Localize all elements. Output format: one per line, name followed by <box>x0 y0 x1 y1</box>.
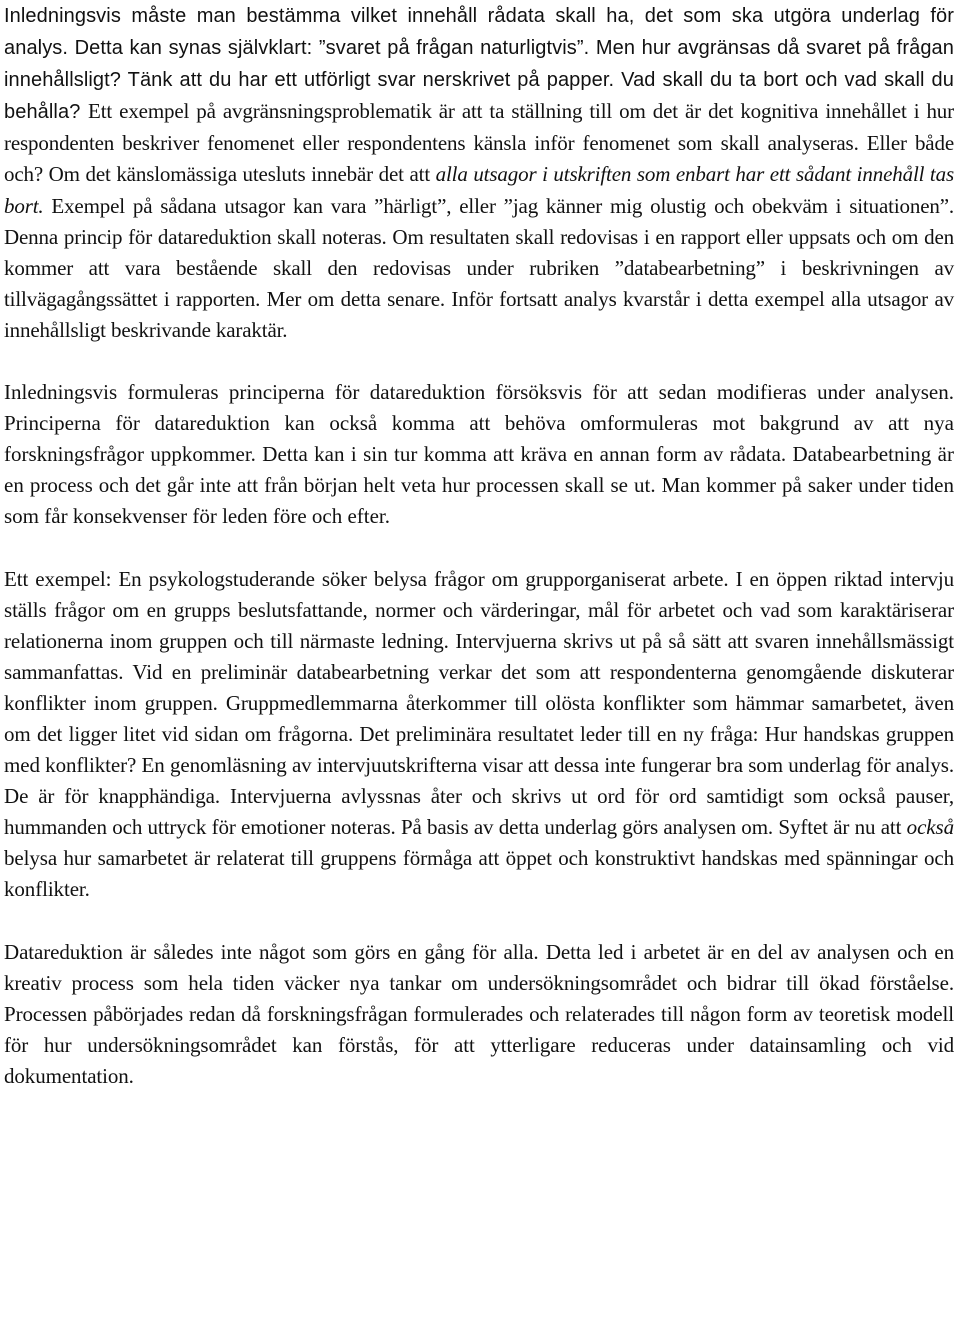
paragraph-1 <box>4 0 954 346</box>
paragraph-3-italic-text: också <box>906 815 954 840</box>
paragraph-1-italic-text: alla utsagor i utskriften som enbart har ett sådant innehåll tas bort. <box>4 162 954 218</box>
paragraph-3 <box>4 564 954 906</box>
document-page <box>4 0 954 1092</box>
paragraph-1-sans-text: Inledningsvis måste man bestämma vilket innehåll rådata skall ha, det som ska utgöra underlag för analys. Detta kan synas självklart: ”svaret på frågan naturligtvis”. Men hur avgränsas då svaret på frågan innehållsligt? Tänk att du har ett utförligt svar nerskrivet på papper. Vad skall du ta bort och vad skall du behålla? <box>4 5 954 124</box>
paragraph-4-text: Datareduktion är således inte något som görs en gång för alla. Detta led i arbetet är en del av analysen och en kreativ process som hela tiden väcker nya tankar om undersökningsområdet och bidrar till ökad förståelse. Processen påbörjades redan då forskningsfrågan formulerades och relaterades till någon form av teoretisk modell för hur undersökningsområdet kan förstås, för att ytterligare reduceras under datainsamling och vid dokumentation. <box>4 939 954 1088</box>
paragraph-1-text-end: Exempel på sådana utsagor kan vara ”härligt”, eller ”jag känner mig olustig och obekväm i situationen”. Denna princip för datareduktion skall noteras. Om resultaten skall redovisas i en rapport eller uppsats och om den kommer att vara bestående skall den redovisas under rubriken ”databearbetning” i beskrivningen av tillvägagångssättet i rapporten. Mer om detta senare. Inför fortsatt analys kvarstår i detta exempel alla utsagor av innehållsligt beskrivande karaktär. <box>4 193 954 342</box>
paragraph-2-text: Inledningsvis formuleras principerna för datareduktion försöksvis för att sedan modifieras under analysen. Principerna för datareduktion kan också komma att behöva omformuleras mot bakgrund av att nya forskningsfrågor uppkommer. Detta kan i sin tur komma att kräva en annan form av rådata. Databearbetning är en process och det går inte att från början helt veta hur processen skall se ut. Man kommer på saker under tiden som får konsekvenser för leden före och efter. <box>4 380 954 529</box>
paragraph-1-text: Ett exempel på avgränsningsproblematik är att ta ställning till om det är det kognitiva innehållet i hur respondenten beskriver fenomenet eller respondentens känsla inför fenomenet som skall analyseras. Eller både och? Om det känslomässiga utesluts innebär det att <box>4 99 954 187</box>
paragraph-2 <box>4 377 954 532</box>
paragraph-3-text-end: belysa hur samarbetet är relaterat till gruppens förmåga att öppet och konstruktivt handskas med spänningar och konflikter. <box>4 846 954 902</box>
paragraph-3-text: Ett exempel: En psykologstuderande söker belysa frågor om grupporganiserat arbete. I en öppen riktad intervju ställs frågor om en grupps beslutsfattande, normer och värderingar, mål för arbetet och vad som karaktäriserar relationerna inom gruppen och till närmaste ledning. Intervjuerna skrivs ut på så sätt att svaren innehållsmässigt sammanfattas. Vid en preliminär databearbetning verkar det som att respondenterna genomgående diskuterar konflikter inom gruppen. Gruppmedlemmarna återkommer till olösta konflikter som hämmar samarbetet, även om det ligger litet vid sidan om frågorna. Det preliminära resultatet leder till en ny fråga: Hur handskas gruppen med konflikter? En genomläsning av intervjuutskrifterna visar att dessa inte fungerar bra som underlag för analys. De är för knapphändiga. Intervjuerna avlyssnas åter och skrivs ut ord för ord samtidigt som också pauser, hummanden och uttryck för emotioner noteras. På basis av detta underlag görs analysen om. Syftet är nu att <box>4 566 954 840</box>
paragraph-4 <box>4 937 954 1092</box>
